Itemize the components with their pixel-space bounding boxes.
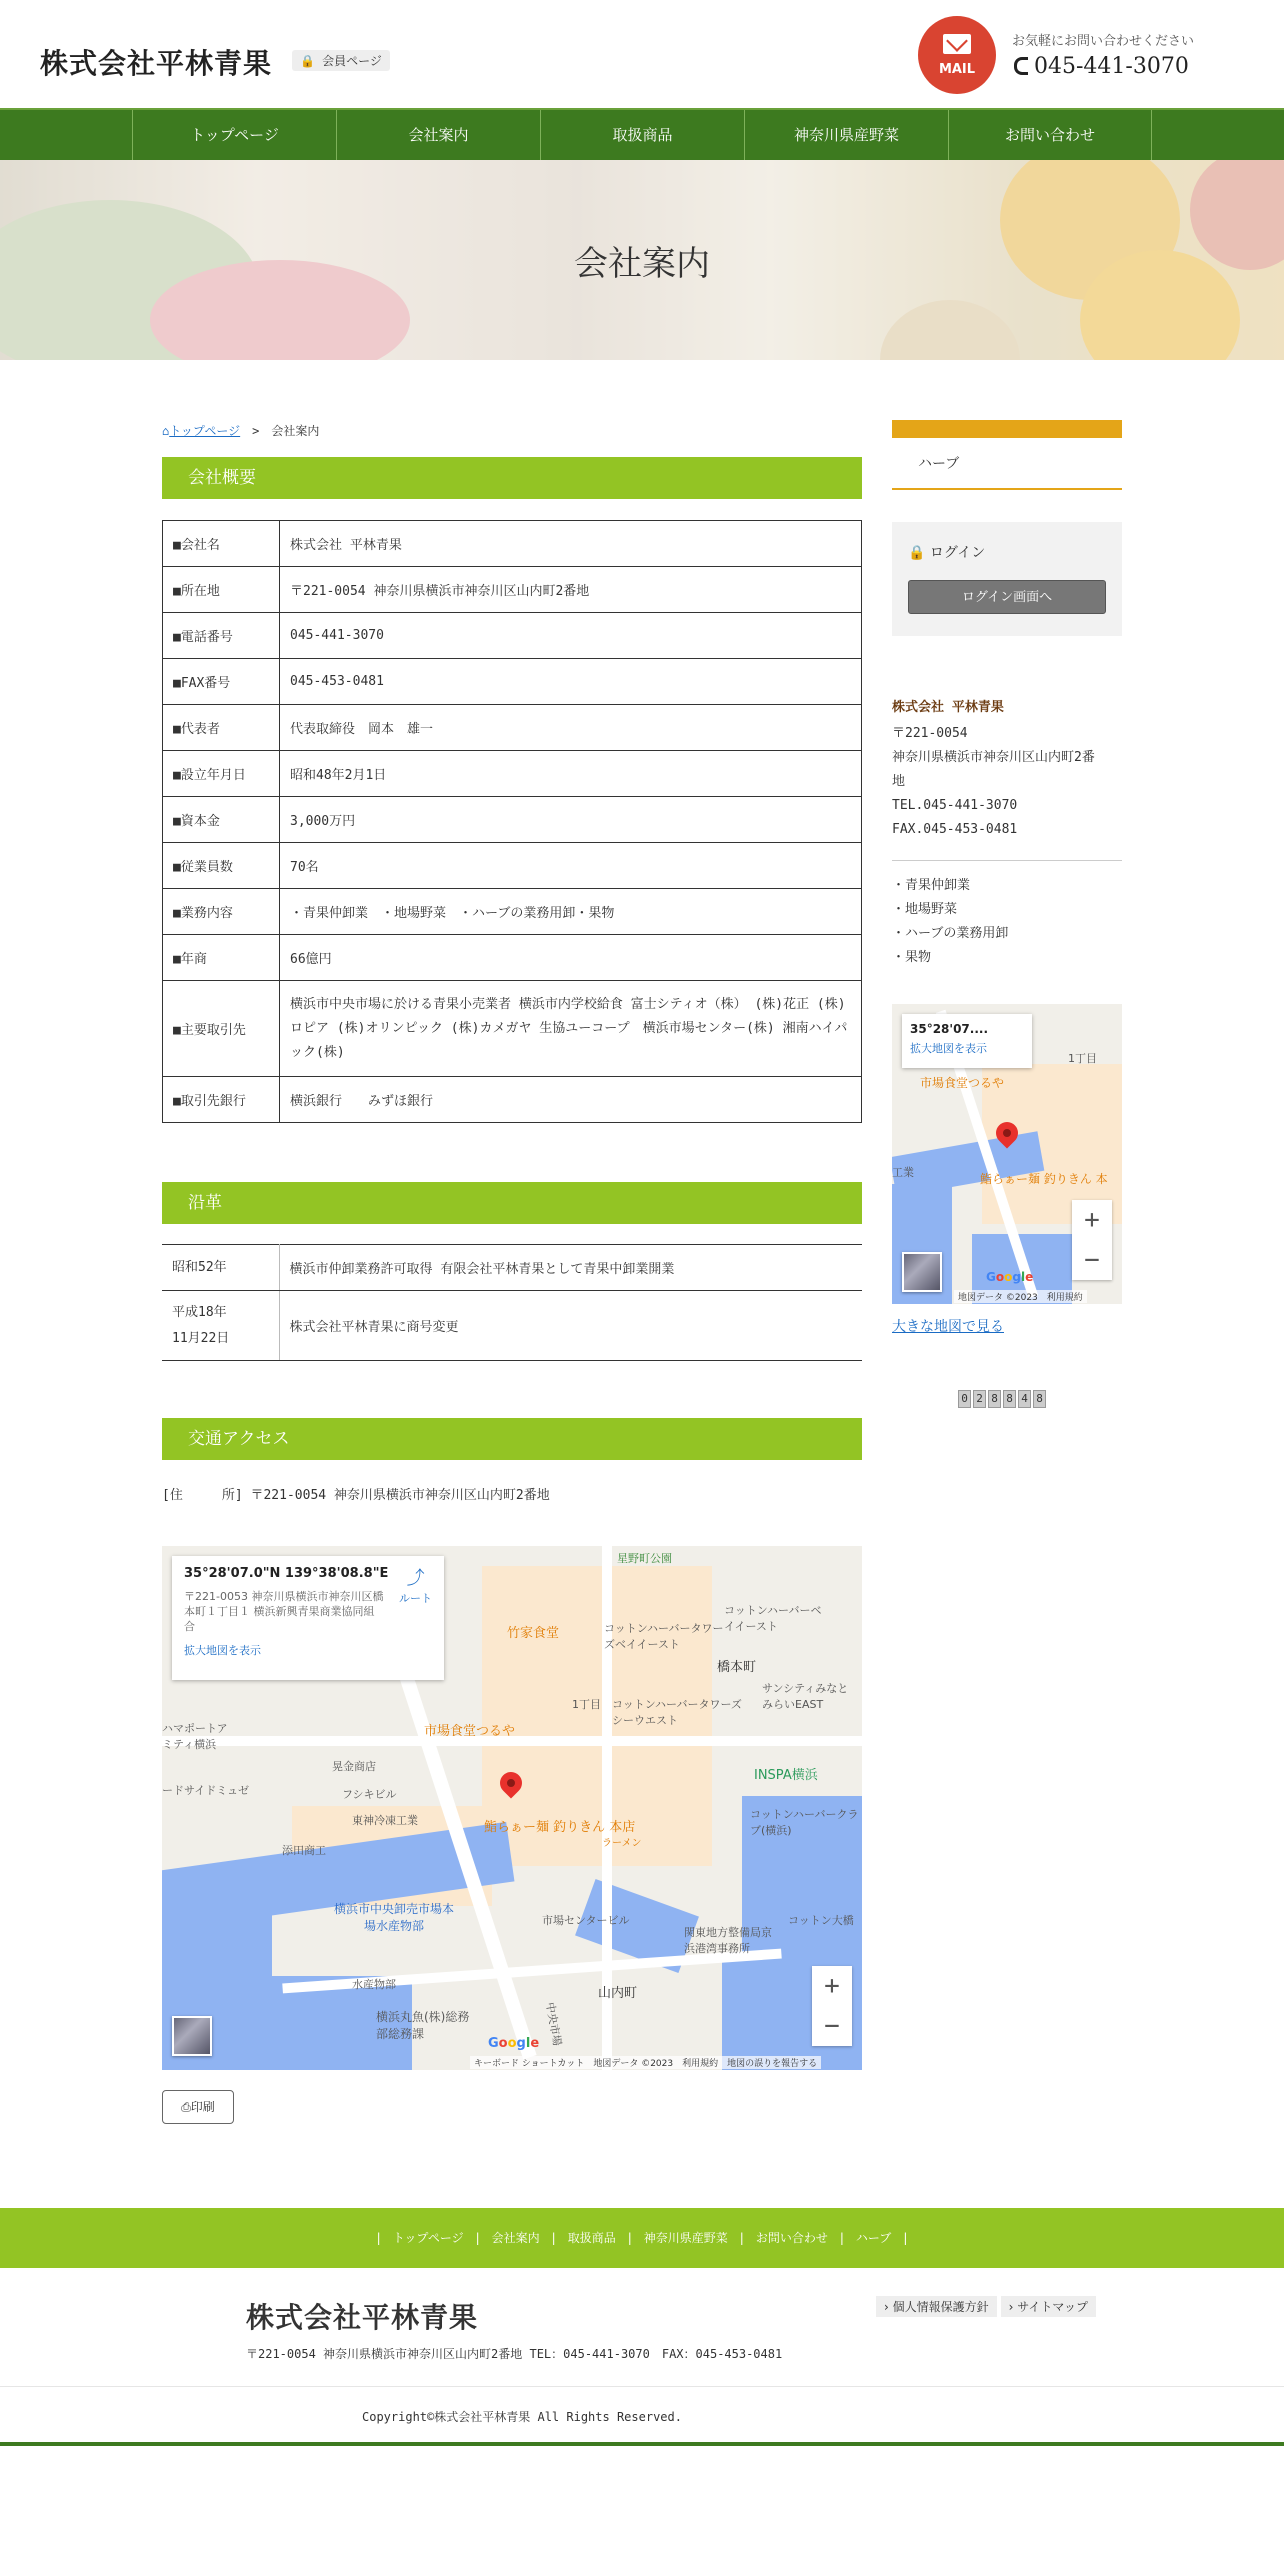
hero-title: 会社案内 — [574, 244, 710, 284]
counter-digit: 0 — [958, 1390, 971, 1408]
sitemap-link[interactable]: › サイトマップ — [1001, 2296, 1096, 2317]
sidebar-address-cont: 地 — [892, 774, 906, 789]
login-label: ログイン — [929, 545, 986, 561]
lock-icon: 🔒 — [908, 545, 926, 561]
table-key: ■FAX番号 — [163, 659, 280, 705]
table-value: ・青果仲卸業 ・地場野菜 ・ハーブの業務用卸・果物 — [280, 889, 862, 935]
breadcrumb-separator: > — [252, 424, 260, 438]
map-label: コットンハーバークラブ(横浜) — [750, 1808, 859, 1837]
zoom-out-button[interactable]: − — [824, 2011, 840, 2041]
history-event: 横浜市仲卸業務許可取得 有限会社平林青果として青果中卸業開業 — [279, 1245, 862, 1291]
map-label: 山内町 — [598, 1986, 638, 2001]
map-report-link[interactable]: 地図の誤りを報告する — [727, 2059, 818, 2069]
login-box — [892, 522, 1122, 636]
map-coords: 35°28'07.... — [910, 1022, 989, 1036]
table-key: ■主要取引先 — [163, 981, 280, 1077]
route-button[interactable] — [399, 1564, 432, 1606]
route-label: ルート — [399, 1592, 432, 1605]
table-row — [163, 751, 862, 797]
table-value: 昭和48年2月1日 — [280, 751, 862, 797]
footer-divider — [0, 2386, 1284, 2387]
map-zoom-control — [1072, 1200, 1112, 1280]
footer-link-products[interactable]: 取扱商品 — [567, 2231, 616, 2245]
map-label: 関東地方整備局京浜港湾事務所 — [684, 1926, 772, 1955]
list-item: ・青果仲卸業 — [892, 878, 971, 893]
list-item: ・ハーブの業務用卸 — [892, 926, 1009, 941]
footer-link-contact[interactable]: お問い合わせ — [755, 2231, 828, 2245]
sidebar-address: 神奈川県横浜市神奈川区山内町2番 — [892, 750, 1095, 765]
map-label: 1丁目 — [1068, 1052, 1097, 1065]
counter-digit: 8 — [1033, 1390, 1046, 1408]
zoom-in-button[interactable]: + — [1084, 1205, 1100, 1235]
map-terms-link[interactable]: 利用規約 — [682, 2059, 719, 2069]
table-row — [163, 797, 862, 843]
google-logo: Google — [488, 2036, 540, 2051]
table-row — [163, 521, 862, 567]
table-key: ■年商 — [163, 935, 280, 981]
sidebar-company-info — [892, 722, 1122, 842]
login-heading — [908, 542, 985, 562]
print-icon: ⎙ — [181, 2100, 191, 2114]
counter-digit: 4 — [1018, 1390, 1031, 1408]
table-value: 株式会社 平林青果 — [280, 521, 862, 567]
home-icon: ⌂ — [162, 424, 170, 438]
table-key: ■従業員数 — [163, 843, 280, 889]
privacy-link[interactable]: › 個人情報保護方針 — [876, 2296, 997, 2317]
map-label: 竹家食堂 — [507, 1626, 560, 1641]
map-label: コットンハーバーベイイースト — [724, 1604, 822, 1633]
table-value: 〒221-0054 神奈川県横浜市神奈川区山内町2番地 — [280, 567, 862, 613]
map-label: 市場食堂つるや — [920, 1076, 1005, 1090]
sidebar-category-bar — [892, 420, 1122, 438]
map-label: 横浜丸魚(株)総務部総務課 — [376, 2010, 470, 2041]
mail-button[interactable] — [918, 16, 996, 94]
section-header-history: 沿革 — [162, 1182, 862, 1224]
map-data-credit: 地図データ ©2023 — [593, 2059, 674, 2069]
map-label: 東神冷凍工業 — [352, 1814, 418, 1827]
counter-digit: 8 — [988, 1390, 1001, 1408]
map-info-card — [172, 1556, 444, 1680]
table-value: 横浜市中央市場に於ける青果小売業者 横浜市内学校給食 富士シティオ（株） (株)花正 (株)ロピア (株)オリンピック (株)カメガヤ 生協ユーコープ 横浜市場センター(株) 湘南ハイパック(株) — [280, 981, 862, 1077]
map-label: 橋本町 — [717, 1660, 757, 1675]
map-label: 星野町公園 — [617, 1552, 672, 1565]
table-value: 横浜銀行 みずほ銀行 — [280, 1077, 862, 1123]
map-label: サンシティみなとみらいEAST — [762, 1682, 849, 1711]
table-row — [163, 889, 862, 935]
table-row — [163, 1077, 862, 1123]
map-label: 市場食堂つるや — [424, 1724, 516, 1739]
table-row — [163, 705, 862, 751]
member-page-label: 会員ページ — [322, 54, 382, 68]
envelope-icon — [943, 34, 971, 54]
footer-link-company[interactable]: 会社案内 — [491, 2231, 540, 2245]
breadcrumb-home[interactable]: トップページ — [169, 424, 241, 438]
footer-bottom-bar — [0, 2442, 1284, 2446]
sidebar-fax: FAX.045-453-0481 — [892, 822, 1018, 837]
print-label: 印刷 — [190, 2100, 215, 2114]
map-label: 水産物部 — [352, 1978, 396, 1991]
mail-label: MAIL — [938, 62, 976, 77]
print-button[interactable] — [162, 2090, 234, 2124]
contact-note: お気軽にお問い合わせください — [1012, 34, 1195, 49]
map-label: コットン大橋 — [788, 1914, 854, 1927]
breadcrumb-current: 会社案内 — [271, 424, 320, 438]
footer-link-kanagawa[interactable]: 神奈川県産野菜 — [643, 2231, 728, 2245]
counter-digit: 2 — [973, 1390, 986, 1408]
map-terms-link[interactable]: 利用規約 — [1046, 1293, 1083, 1303]
sidebar-company-name: 株式会社 平林青果 — [892, 700, 1004, 715]
list-item: ・地場野菜 — [892, 902, 958, 917]
table-row — [163, 659, 862, 705]
nav-item-contact[interactable]: お問い合わせ — [948, 110, 1152, 160]
sidebar-postcode: 〒221-0054 — [892, 726, 968, 741]
footer-link-herb[interactable]: ハーブ — [855, 2231, 892, 2245]
table-value: 70名 — [280, 843, 862, 889]
map-label: 晃金商店 — [332, 1760, 376, 1773]
map-label: 市場センタービル — [542, 1914, 630, 1927]
history-date: 平成18年 11月22日 — [162, 1291, 279, 1361]
table-key: ■業務内容 — [163, 889, 280, 935]
google-logo: Google — [986, 1270, 1034, 1284]
table-key: ■設立年月日 — [163, 751, 280, 797]
login-button[interactable]: ログイン画面へ — [908, 580, 1106, 614]
table-row — [163, 981, 862, 1077]
footer-site-name[interactable]: 株式会社平林青果 — [246, 2301, 479, 2334]
table-value: 66億円 — [280, 935, 862, 981]
visitor-counter — [958, 1390, 1048, 1408]
table-key: ■取引先銀行 — [163, 1077, 280, 1123]
site-title[interactable]: 株式会社平林青果 — [40, 47, 273, 80]
map-label: 添田商工 — [282, 1844, 326, 1857]
map-label: フシキビル — [342, 1788, 397, 1801]
map-label: 1丁目 — [572, 1698, 601, 1711]
map-coords: 35°28'07.0"N 139°38'08.8"E — [184, 1566, 389, 1581]
sidebar-map[interactable] — [892, 1004, 1122, 1304]
nav-item-top[interactable]: トップページ — [132, 110, 336, 160]
section-header-access: 交通アクセス — [162, 1418, 862, 1460]
table-row — [163, 613, 862, 659]
header-phone[interactable] — [1014, 54, 1189, 79]
access-address — [162, 1484, 550, 1503]
map-label: 工業 — [892, 1166, 914, 1179]
zoom-out-button[interactable]: − — [1084, 1245, 1100, 1275]
zoom-in-button[interactable]: + — [824, 1971, 840, 2001]
big-map-link[interactable]: 大きな地図で見る — [892, 1319, 1004, 1335]
table-row — [163, 843, 862, 889]
sidebar-business-list — [892, 874, 1008, 970]
map-label: 鮨らぁー麺 釣りきん 本店 — [484, 1820, 636, 1835]
sidebar-divider — [892, 860, 1122, 861]
table-key: ■資本金 — [163, 797, 280, 843]
map-label: ードサイドミュゼ — [162, 1784, 250, 1797]
table-value: 045-453-0481 — [280, 659, 862, 705]
company-overview-table — [162, 520, 862, 1123]
table-row — [162, 1245, 862, 1291]
table-value: 3,000万円 — [280, 797, 862, 843]
map-label: コットンハーバータワーズベイイースト — [604, 1622, 724, 1651]
table-key: ■所在地 — [163, 567, 280, 613]
map-footer — [470, 2056, 821, 2069]
map-zoom-control — [812, 1966, 852, 2046]
footer-links — [876, 2296, 1100, 2317]
sidebar-tel: TEL.045-441-3070 — [892, 798, 1018, 813]
map-data-credit: 地図データ ©2023 — [958, 1293, 1038, 1303]
map-address: 〒221-0053 神奈川県横浜市神奈川区橋本町１丁目１ 横浜新興青果商業協同組合 — [184, 1590, 384, 1633]
table-row — [163, 567, 862, 613]
map-enlarge-link[interactable]: 拡大地図を表示 — [910, 1042, 987, 1055]
map-satellite-toggle[interactable] — [902, 1252, 942, 1292]
header-phone-number: 045-441-3070 — [1034, 54, 1189, 79]
map-label: コットンハーバータワーズシーウエスト — [612, 1698, 742, 1727]
list-item: ・果物 — [892, 950, 932, 965]
section-header-overview: 会社概要 — [162, 457, 862, 499]
main-map[interactable] — [162, 1546, 862, 2070]
table-key: ■電話番号 — [163, 613, 280, 659]
table-value: 045-441-3070 — [280, 613, 862, 659]
map-label: ハマポートアミティ横浜 — [162, 1722, 228, 1751]
access-address-label: [住 所] — [162, 1488, 243, 1503]
map-label: 横浜市中央卸売市場本場水産物部 — [334, 1902, 455, 1933]
table-row — [162, 1291, 862, 1361]
phone-icon — [1014, 57, 1028, 75]
history-event: 株式会社平林青果に商号変更 — [279, 1291, 862, 1361]
sidebar-category-herb[interactable]: ハーブ — [892, 438, 1122, 490]
member-page-badge[interactable]: 🔒 会員ページ — [292, 50, 390, 71]
map-info-card — [902, 1014, 1032, 1068]
map-label: INSPA横浜 — [754, 1768, 818, 1783]
directions-icon: ⤴ — [406, 1568, 425, 1589]
history-table — [162, 1244, 862, 1361]
table-key: ■会社名 — [163, 521, 280, 567]
breadcrumb — [162, 422, 319, 439]
map-enlarge-link[interactable]: 拡大地図を表示 — [184, 1644, 261, 1657]
map-label: 中央市場 — [543, 2001, 564, 2047]
nav-item-kanagawa-vegetables[interactable]: 神奈川県産野菜 — [744, 110, 948, 160]
map-label: 鮨らぁー麺 釣りきん 本 — [980, 1172, 1108, 1186]
footer-nav: | トップページ | 会社案内 | 取扱商品 | 神奈川県産野菜 | お問い合わせ | ハーブ | — [0, 2208, 1284, 2268]
map-shortcut-link[interactable]: キーボード ショートカット — [474, 2059, 585, 2069]
map-footer — [954, 1290, 1087, 1303]
map-satellite-toggle[interactable] — [172, 2016, 212, 2056]
table-key: ■代表者 — [163, 705, 280, 751]
nav-item-company[interactable]: 会社案内 — [336, 110, 540, 160]
access-address-value: 〒221-0054 神奈川県横浜市神奈川区山内町2番地 — [250, 1488, 550, 1503]
global-nav — [0, 108, 1284, 160]
table-value: 代表取締役 岡本 雄一 — [280, 705, 862, 751]
nav-item-products[interactable]: 取扱商品 — [540, 110, 744, 160]
map-label: ラーメン — [602, 1838, 642, 1849]
history-date: 昭和52年 — [162, 1245, 279, 1291]
copyright: Copyright©株式会社平林青果 All Rights Reserved. — [362, 2410, 682, 2424]
footer-address: 〒221-0054 神奈川県横浜市神奈川区山内町2番地 TEL：045-441-3070 FAX：045-453-0481 — [246, 2347, 783, 2361]
table-row — [163, 935, 862, 981]
footer-link-top[interactable]: トップページ — [392, 2231, 464, 2245]
counter-digit: 8 — [1003, 1390, 1016, 1408]
